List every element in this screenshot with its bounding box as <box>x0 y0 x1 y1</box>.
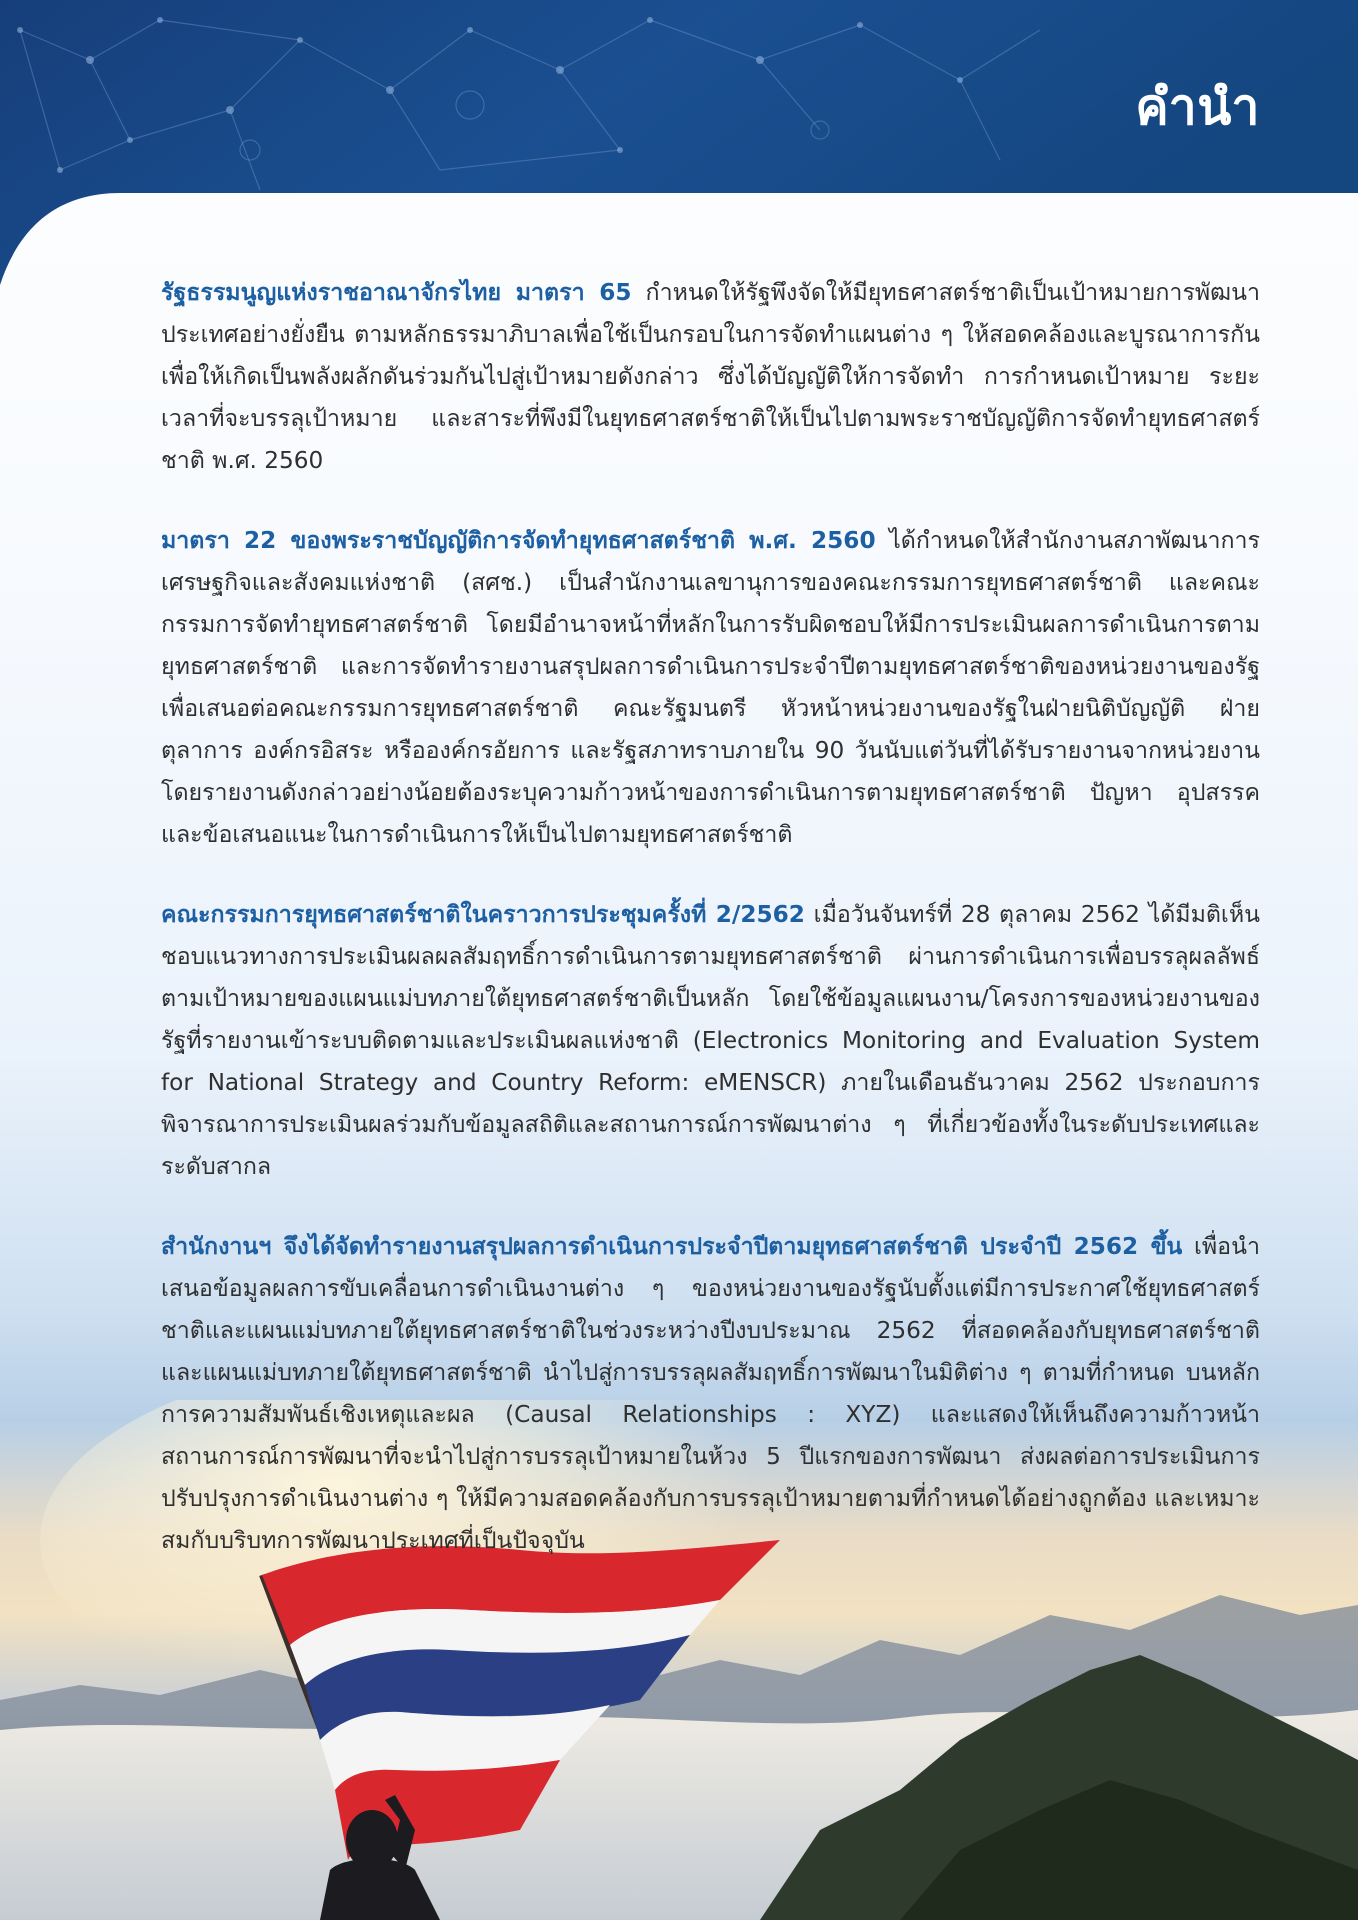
page-title: คำนำ <box>1135 78 1260 136</box>
header-banner <box>0 0 1358 300</box>
paragraph-text: เมื่อวันจันทร์ที่ 28 ตุลาคม 2562 ได้มีมติเห็นชอบแนวทางการประเมินผลผลสัมฤทธิ์การดำเนินการตามยุทธศาสตร์ชาติ ผ่านการดำเนินการเพื่อบรรลุผลลัพธ์ตามเป้าหมายของแผนแม่บทภายใต้ยุทธศาสตร์ชาติเป็นหลัก โดยใช้ข้อมูลแผนงาน/โครงการของหน่วยงานของรัฐที่รายงานเข้าระบบติดตามและประเมินผลแห่งชาติ (Electronics Monitoring and Evaluation System for National Strategy and Country Reform: eMENSCR) ภายในเดือนธันวาคม 2562 ประกอบการพิจารณาการประเมินผลร่วมกับข้อมูลสถิติและสถานการณ์การพัฒนาต่าง ๆ ที่เกี่ยวข้องทั้งในระดับประเทศและระดับสากล <box>161 901 1260 1180</box>
paragraph-lead: สำนักงานฯ จึงได้จัดทำรายงานสรุปผลการดำเนินการประจำปีตามยุทธศาสตร์ชาติ ประจำปี 2562 ขึ้น <box>161 1233 1183 1260</box>
paragraph-lead: มาตรา 22 ของพระราชบัญญัติการจัดทำยุทธศาสตร์ชาติ พ.ศ. 2560 <box>161 527 876 554</box>
foreword-body <box>161 272 1260 1600</box>
paragraph-committee-resolution <box>161 894 1260 1188</box>
paragraph-text: ได้กำหนดให้สำนักงานสภาพัฒนาการเศรษฐกิจและสังคมแห่งชาติ (สศช.) เป็นสำนักงานเลขานุการของคณะกรรมการยุทธศาสตร์ชาติ และคณะกรรมการจัดทำยุทธศาสตร์ชาติ โดยมีอำนาจหน้าที่หลักในการรับผิดชอบให้มีการประเมินผลการดำเนินการตามยุทธศาสตร์ชาติ และการจัดทำรายงานสรุปผลการดำเนินการประจำปีตามยุทธศาสตร์ชาติของหน่วยงานของรัฐ เพื่อเสนอต่อคณะกรรมการยุทธศาสตร์ชาติ คณะรัฐมนตรี หัวหน้าหน่วยงานของรัฐในฝ่ายนิติบัญญัติ ฝ่ายตุลาการ องค์กรอิสระ หรือองค์กรอัยการ และรัฐสภาทราบภายใน 90 วันนับแต่วันที่ได้รับรายงานจากหน่วยงาน โดยรายงานดังกล่าวอย่างน้อยต้องระบุความก้าวหน้าของการดำเนินการตามยุทธศาสตร์ชาติ ปัญหา อุปสรรค และข้อเสนอแนะในการดำเนินการให้เป็นไปตามยุทธศาสตร์ชาติ <box>161 527 1261 848</box>
paragraph-constitution <box>161 272 1260 482</box>
paragraph-annual-report <box>161 1226 1260 1562</box>
paragraph-section-22 <box>161 520 1260 856</box>
paragraph-text: เพื่อนำเสนอข้อมูลผลการขับเคลื่อนการดำเนินงานต่าง ๆ ของหน่วยงานของรัฐนับตั้งแต่มีการประกาศใช้ยุทธศาสตร์ชาติและแผนแม่บทภายใต้ยุทธศาสตร์ชาติในช่วงระหว่างปีงบประมาณ 2562 ที่สอดคล้องกับยุทธศาสตร์ชาติและแผนแม่บทภายใต้ยุทธศาสตร์ชาติ นำไปสู่การบรรลุผลสัมฤทธิ์การพัฒนาในมิติต่าง ๆ ตามที่กำหนด บนหลักการความสัมพันธ์เชิงเหตุและผล (Causal Relationships : XYZ) และแสดงให้เห็นถึงความก้าวหน้าสถานการณ์การพัฒนาที่จะนำไปสู่การบรรลุเป้าหมายในห้วง 5 ปีแรกของการพัฒนา ส่งผลต่อการประเมินการปรับปรุงการดำเนินงานต่าง ๆ ให้มีความสอดคล้องกับการบรรลุเป้าหมายตามที่กำหนดได้อย่างถูกต้อง และเหมาะสมกับบริบทการพัฒนาประเทศที่เป็นปัจจุบัน <box>161 1233 1260 1554</box>
paragraph-lead: คณะกรรมการยุทธศาสตร์ชาติในคราวการประชุมครั้งที่ 2/2562 <box>161 901 805 928</box>
paragraph-text: กำหนดให้รัฐพึงจัดให้มียุทธศาสตร์ชาติเป็นเป้าหมายการพัฒนาประเทศอย่างยั่งยืน ตามหลักธรรมาภิบาลเพื่อใช้เป็นกรอบในการจัดทำแผนต่าง ๆ ให้สอดคล้องและบูรณาการกันเพื่อให้เกิดเป็นพลังผลักดันร่วมกันไปสู่เป้าหมายดังกล่าว ซึ่งได้บัญญัติให้การจัดทำ การกำหนดเป้าหมาย ระยะเวลาที่จะบรรลุเป้าหมาย และสาระที่พึงมีในยุทธศาสตร์ชาติให้เป็นไปตามพระราชบัญญัติการจัดทำยุทธศาสตร์ชาติ พ.ศ. 2560 <box>161 279 1260 474</box>
paragraph-lead: รัฐธรรมนูญแห่งราชอาณาจักรไทย มาตรา 65 <box>161 279 632 306</box>
